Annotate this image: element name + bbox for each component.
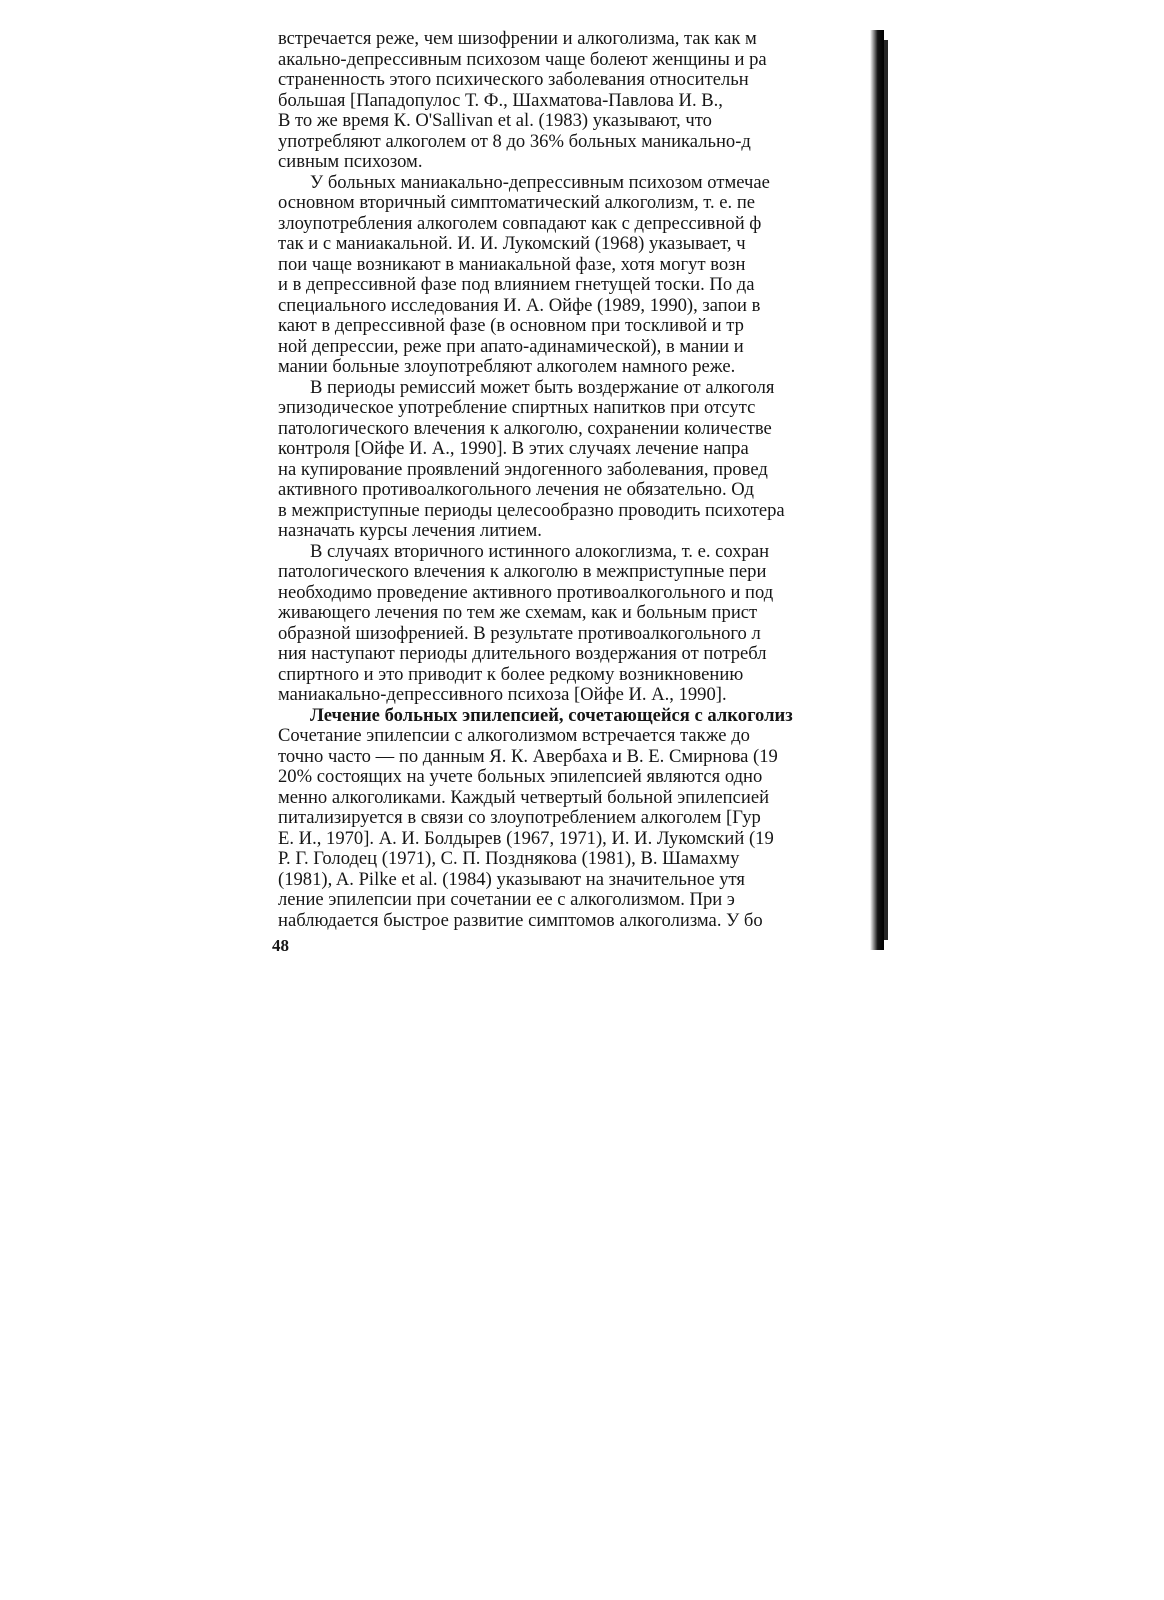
text-line: ной депрессии, реже при апато-адинамической), в мании и: [278, 335, 744, 357]
text-line: злоупотребления алкоголем совпадают как с депрессивной ф: [278, 212, 762, 234]
text-line: необходимо проведение активного противоалкогольного и под: [278, 581, 774, 603]
text-line: ление эпилепсии при сочетании ее с алкоголизмом. При э: [278, 889, 735, 910]
text-line: так и с маниакальной. И. И. Лукомский (1968) указывает, ч: [278, 233, 746, 254]
text-line: живающего лечения по тем же схемам, как и больным прист: [278, 602, 758, 623]
text-line: и в депрессивной фазе под влиянием гнетущей тоски. По да: [278, 274, 755, 295]
text-line: назначать курсы лечения литием.: [278, 520, 542, 541]
text-line: Сочетание эпилепсии с алкоголизмом встречается также до: [278, 725, 750, 746]
text-line: В случаях вторичного истинного алокоглизма, т. е. сохран: [310, 540, 770, 562]
text-line: образной шизофренией. В результате противоалкогольного л: [278, 622, 761, 644]
text-line: в межприступные периоды целесообразно проводить психотера: [278, 499, 785, 521]
text-line: сивным психозом.: [278, 151, 423, 172]
text-line: мании больные злоупотребляют алкоголем намного реже.: [278, 356, 736, 377]
section-heading-line: Лечение больных эпилепсией, сочетающейся с алкоголиз: [310, 704, 793, 726]
text-line: патологического влечения к алкоголю, сохранении количестве: [278, 417, 772, 439]
text-line: питализируется в связи со злоупотреблением алкоголем [Гур: [278, 807, 761, 828]
text-line: ния наступают периоды длительного воздержания от потребл: [278, 643, 767, 664]
text-line: страненность этого психического заболевания относительн: [278, 69, 749, 90]
text-line: точно часто — по данным Я. К. Авербаха и В. Е. Смирнова (19: [278, 745, 778, 767]
text-line: контроля [Ойфе И. А., 1990]. В этих случаях лечение напра: [278, 438, 749, 459]
text-line: пои чаще возникают в маниакальной фазе, хотя могут возн: [278, 253, 746, 275]
text-line: акально-депрессивным психозом чаще болеют женщины и ра: [278, 48, 767, 70]
text-line: У больных маниакально-депрессивным психозом отмечае: [310, 171, 770, 193]
text-line: В то же время К. O'Sallivan et al. (1983) указывают, что: [278, 110, 712, 131]
text-line: кают в депрессивной фазе (в основном при тоскливой и тр: [278, 315, 744, 336]
text-line: (1981), A. Pilke et al. (1984) указывают на значительное утя: [278, 868, 745, 890]
scan-binding-edge: [884, 40, 888, 940]
text-line: маниакально-депрессивного психоза [Ойфе И. А., 1990].: [278, 684, 727, 705]
text-line: 20% состоящих на учете больных эпилепсией являются одно: [278, 766, 763, 787]
text-line: на купирование проявлений эндогенного заболевания, провед: [278, 458, 768, 480]
text-line: патологического влечения к алкоголю в межприступные пери: [278, 561, 767, 582]
scan-binding-shadow: [870, 30, 884, 950]
text-line: активного противоалкогольного лечения не обязательно. Од: [278, 479, 754, 500]
text-line: основном вторичный симптоматический алкоголизм, т. е. пе: [278, 192, 756, 213]
text-line: Е. И., 1970]. А. И. Болдырев (1967, 1971), И. И. Лукомский (19: [278, 827, 774, 849]
text-line: спиртного и это приводит к более редкому возникновению: [278, 663, 744, 685]
text-line: большая [Пападопулос Т. Ф., Шахматова-Павлова И. В.,: [278, 89, 723, 111]
text-line: наблюдается быстрое развитие симптомов алкоголизма. У бо: [278, 909, 763, 931]
text-line: Р. Г. Голодец (1971), С. П. Позднякова (1981), В. Шамахму: [278, 848, 740, 869]
text-line: менно алкоголиками. Каждый четвертый больной эпилепсией: [278, 786, 770, 808]
text-line: встречается реже, чем шизофрении и алкоголизма, так как м: [278, 29, 757, 49]
text-line: эпизодическое употребление спиртных напитков при отсутс: [278, 397, 756, 418]
text-line: специального исследования И. А. Ойфе (1989, 1990), запои в: [278, 294, 761, 316]
text-line: В периоды ремиссий может быть воздержание от алкоголя: [310, 376, 775, 398]
page-text-body: [278, 29, 884, 949]
page-number: 48: [272, 936, 289, 955]
text-line: употребляют алкоголем от 8 до 36% больных маникально-д: [278, 130, 751, 152]
